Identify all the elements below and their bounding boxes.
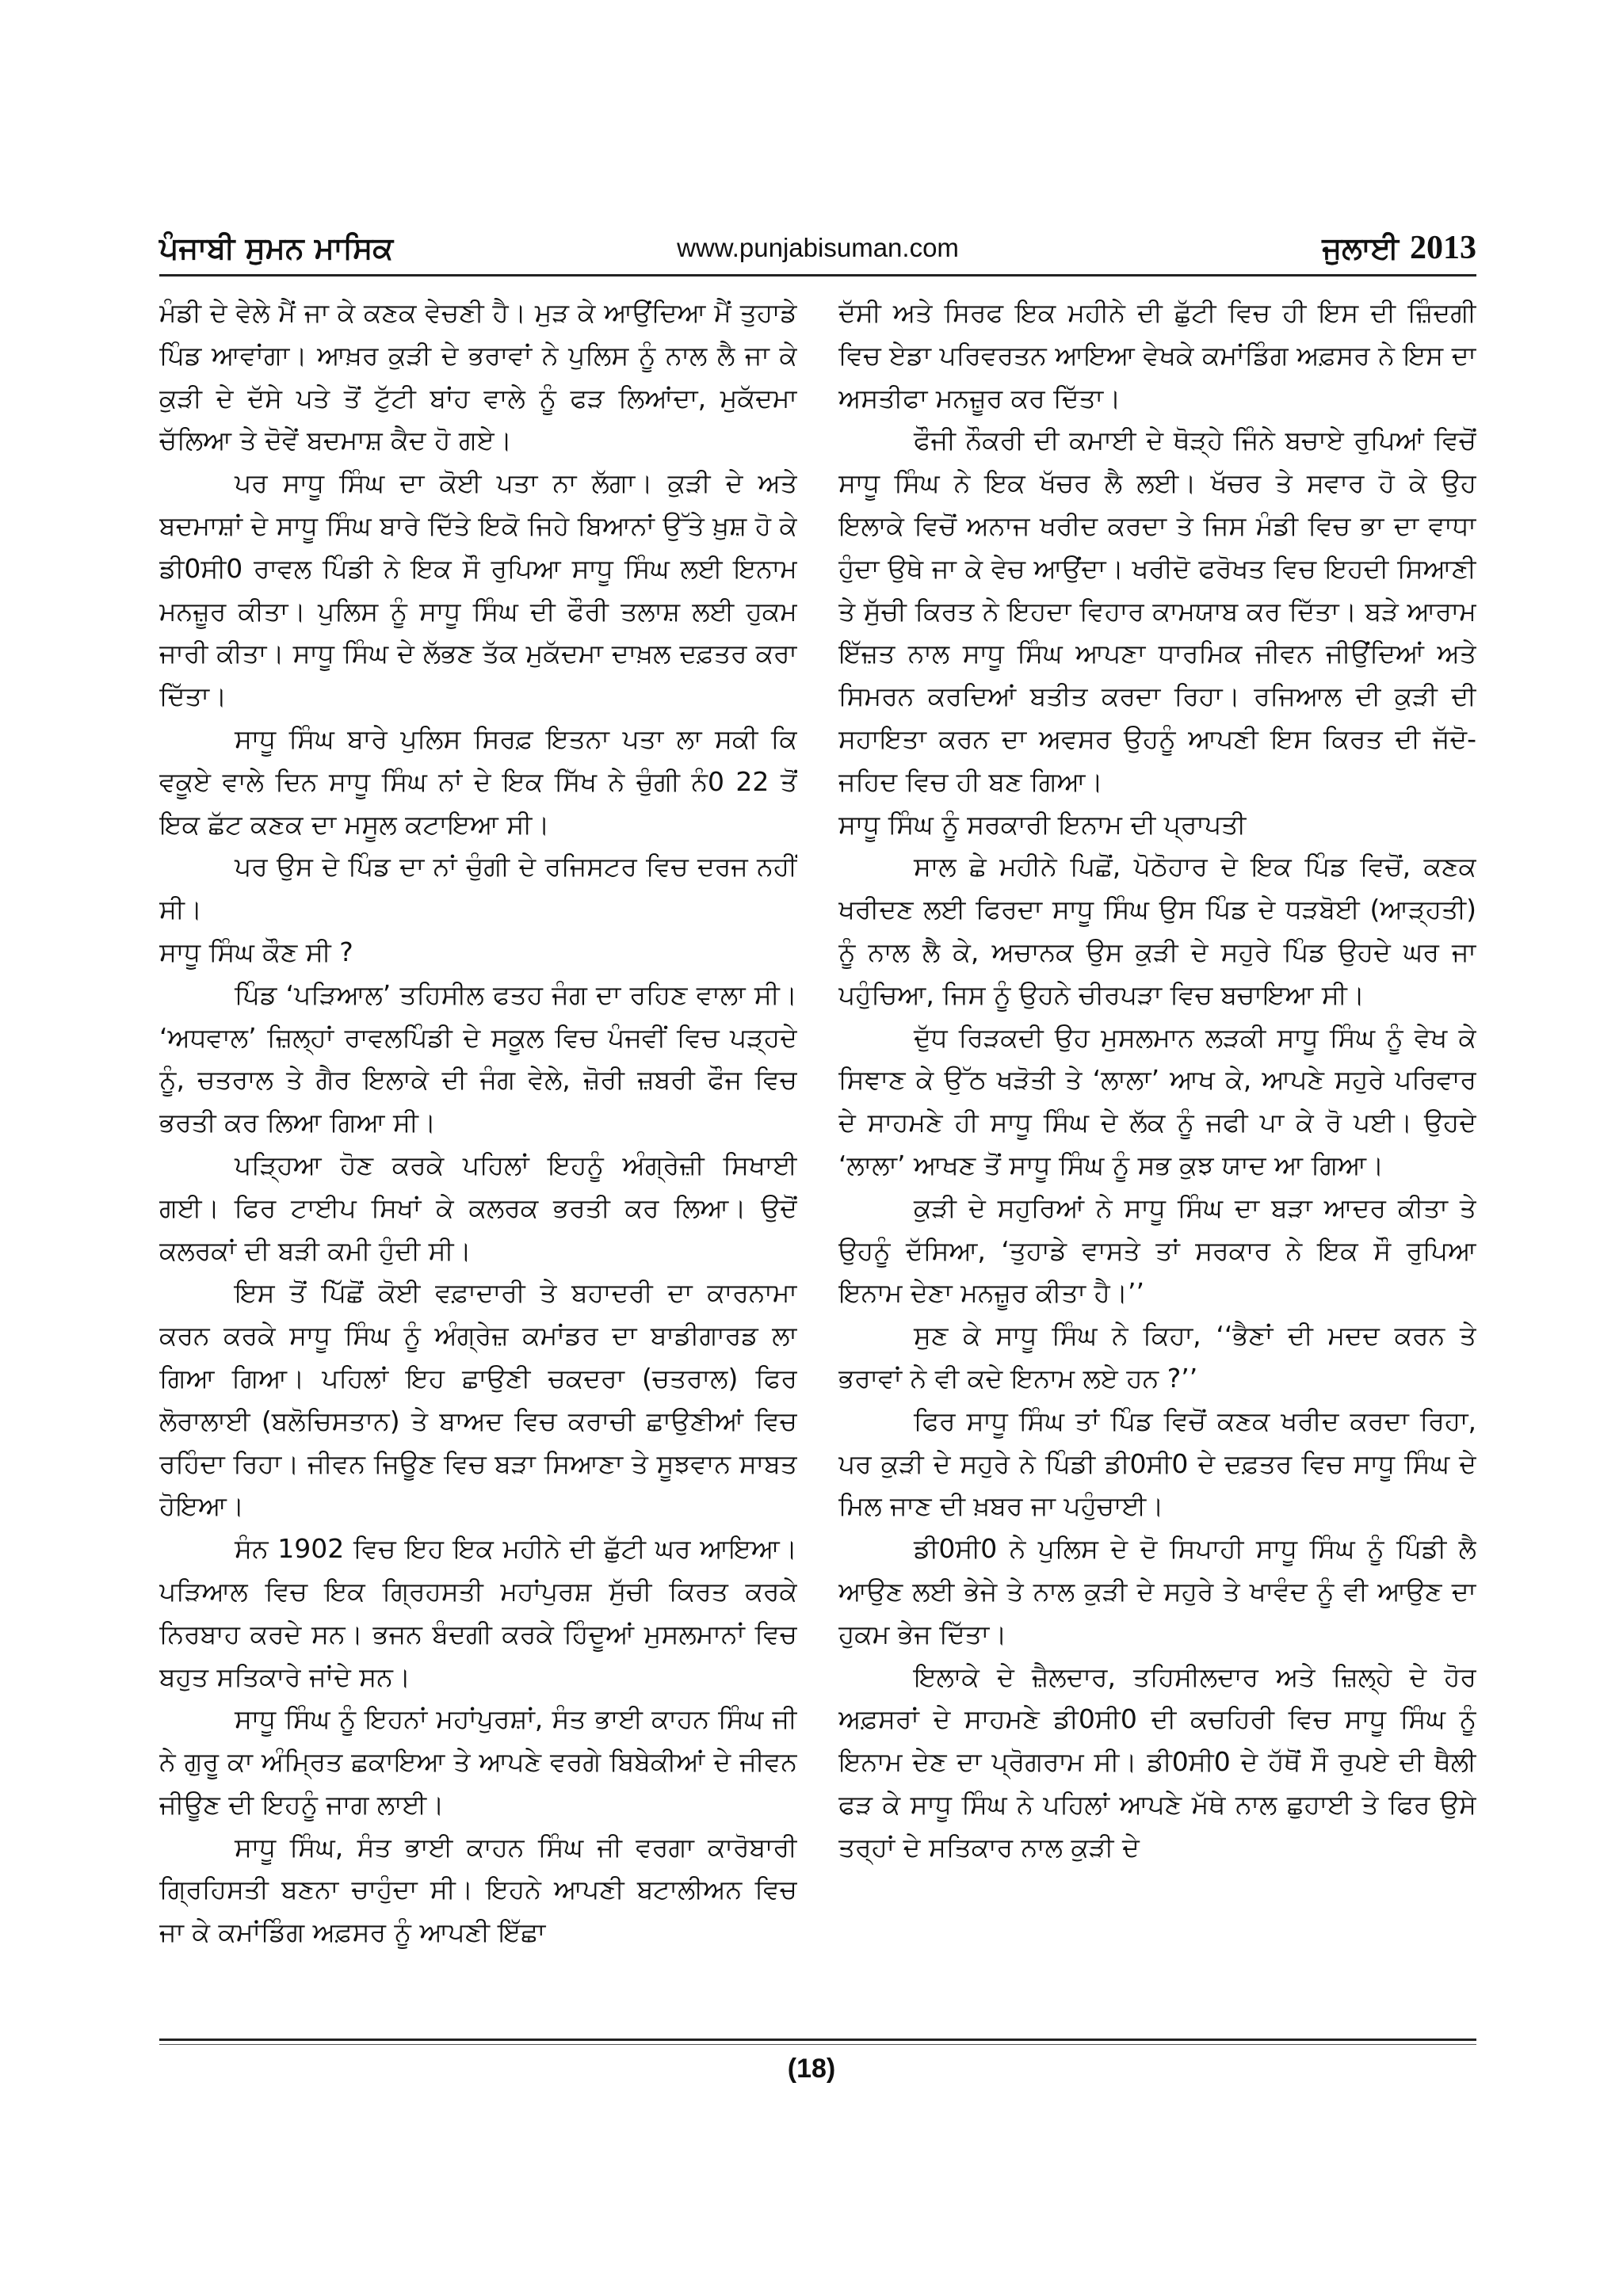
issue-date (1322, 227, 1476, 269)
magazine-title: ਪੰਜਾਬੀ ਸੁਮਨ ਮਾਸਿਕ (159, 231, 394, 265)
right-section-heading: ਸਾਧੂ ਸਿੰਘ ਨੂੰ ਸਰਕਾਰੀ ਇਨਾਮ ਦੀ ਪ੍ਰਾਪਤੀ (838, 808, 1247, 840)
right-paragraph: ਡੀ0ਸੀ0 ਨੇ ਪੁਲਿਸ ਦੇ ਦੋ ਸਿਪਾਹੀ ਸਾਧੂ ਸਿੰਘ ਨੂੰ ਪਿੰਡੀ ਲੈ ਆਉਣ ਲਈ ਭੇਜੇ ਤੇ ਨਾਲ ਕੁੜੀ ਦੇ ਸਹੁਰੇ ਤੇ ਖਾਵੰਦ ਨੂੰ ਵੀ ਆਉਣ ਦਾ ਹੁਕਮ ਭੇਜ ਦਿੱਤਾ। (838, 1533, 1476, 1650)
right-paragraph: ਸਾਲ ਛੇ ਮਹੀਨੇ ਪਿਛੋਂ, ਪੋਠੋਹਾਰ ਦੇ ਇਕ ਪਿੰਡ ਵਿਚੋਂ, ਕਣਕ ਖਰੀਦਣ ਲਈ ਫਿਰਦਾ ਸਾਧੂ ਸਿੰਘ ਉਸ ਪਿੰਡ ਦੇ ਧੜਬੋਈ (ਆੜ੍ਹਤੀ) ਨੂੰ ਨਾਲ ਲੈ ਕੇ, ਅਚਾਨਕ ਉਸ ਕੁੜੀ ਦੇ ਸਹੁਰੇ ਪਿੰਡ ਉਹਦੇ ਘਰ ਜਾ ਪਹੁੰਚਿਆ, ਜਿਸ ਨੂੰ ਉਹਨੇ ਚੀਰਪੜਾ ਵਿਚ ਬਚਾਇਆ ਸੀ। (838, 851, 1476, 1010)
right-paragraph: ਸੁਣ ਕੇ ਸਾਧੂ ਸਿੰਘ ਨੇ ਕਿਹਾ, ‘‘ਭੈਣਾਂ ਦੀ ਮਦਦ ਕਰਨ ਤੇ ਭਰਾਵਾਂ ਨੇ ਵੀ ਕਦੇ ਇਨਾਮ ਲਏ ਹਨ ?’’ (838, 1320, 1476, 1394)
left-paragraph: ਸਾਧੂ ਸਿੰਘ ਨੂੰ ਇਹਨਾਂ ਮਹਾਂਪੁਰਸ਼ਾਂ, ਸੰਤ ਭਾਈ ਕਾਹਨ ਸਿੰਘ ਜੀ ਨੇ ਗੁਰੂ ਕਾ ਅੰਮ੍ਰਿਤ ਛਕਾਇਆ ਤੇ ਆਪਣੇ ਵਰਗੇ ਬਿਬੇਕੀਆਂ ਦੇ ਜੀਵਨ ਜੀਊਣ ਦੀ ਇਹਨੂੰ ਜਾਗ ਲਾਈ। (159, 1703, 797, 1820)
left-paragraph: ਮੰਡੀ ਦੇ ਵੇਲੇ ਮੈਂ ਜਾ ਕੇ ਕਣਕ ਵੇਚਣੀ ਹੈ। ਮੁੜ ਕੇ ਆਉਂਦਿਆ ਮੈਂ ਤੁਹਾਡੇ ਪਿੰਡ ਆਵਾਂਗਾ। ਆਖ਼ਰ ਕੁੜੀ ਦੇ ਭਰਾਵਾਂ ਨੇ ਪੁਲਿਸ ਨੂੰ ਨਾਲ ਲੈ ਜਾ ਕੇ ਕੁੜੀ ਦੇ ਦੱਸੇ ਪਤੇ ਤੋਂ ਟੁੱਟੀ ਬਾਂਹ ਵਾਲੇ ਨੂੰ ਫੜ ਲਿਆਂਦਾ, ਮੁਕੱਦਮਾ ਚੱਲਿਆ ਤੇ ਦੋਵੇਂ ਬਦਮਾਸ਼ ਕੈਦ ਹੋ ਗਏ। (159, 297, 797, 456)
left-paragraph: ਸਾਧੂ ਸਿੰਘ ਬਾਰੇ ਪੁਲਿਸ ਸਿਰਫ਼ ਇਤਨਾ ਪਤਾ ਲਾ ਸਕੀ ਕਿ ਵਕੂਏ ਵਾਲੇ ਦਿਨ ਸਾਧੂ ਸਿੰਘ ਨਾਂ ਦੇ ਇਕ ਸਿੱਖ ਨੇ ਚੁੰਗੀ ਨੰ0 22 ਤੋਂ ਇਕ ਛੱਟ ਕਣਕ ਦਾ ਮਸੂਲ ਕਟਾਇਆ ਸੀ। (159, 723, 797, 840)
right-paragraph: ਦੁੱਧ ਰਿੜਕਦੀ ਉਹ ਮੁਸਲਮਾਨ ਲੜਕੀ ਸਾਧੂ ਸਿੰਘ ਨੂੰ ਵੇਖ ਕੇ ਸਿਞਾਣ ਕੇ ਉੱਠ ਖੜੋਤੀ ਤੇ ‘ਲਾਲਾ’ ਆਖ ਕੇ, ਆਪਣੇ ਸਹੁਰੇ ਪਰਿਵਾਰ ਦੇ ਸਾਹਮਣੇ ਹੀ ਸਾਧੂ ਸਿੰਘ ਦੇ ਲੱਕ ਨੂੰ ਜਫੀ ਪਾ ਕੇ ਰੋ ਪਈ। ਉਹਦੇ ‘ਲਾਲਾ’ ਆਖਣ ਤੋਂ ਸਾਧੂ ਸਿੰਘ ਨੂੰ ਸਭ ਕੁਝ ਯਾਦ ਆ ਗਿਆ। (838, 1021, 1476, 1180)
right-paragraph: ਦੱਸੀ ਅਤੇ ਸਿਰਫ ਇਕ ਮਹੀਨੇ ਦੀ ਛੁੱਟੀ ਵਿਚ ਹੀ ਇਸ ਦੀ ਜ਼ਿੰਦਗੀ ਵਿਚ ਏਡਾ ਪਰਿਵਰਤਨ ਆਇਆ ਵੇਖਕੇ ਕਮਾਂਡਿੰਗ ਅਫ਼ਸਰ ਨੇ ਇਸ ਦਾ ਅਸਤੀਫਾ ਮਨਜ਼ੂਰ ਕਰ ਦਿੱਤਾ। (838, 297, 1476, 414)
issue-month: ਜੁਲਾਈ (1322, 231, 1399, 265)
left-section-heading: ਸਾਧੂ ਸਿੰਘ ਕੌਣ ਸੀ ? (159, 936, 353, 967)
left-column (159, 292, 797, 2225)
footer-divider-thin (159, 2044, 1476, 2045)
left-paragraph: ਸੰਨ 1902 ਵਿਚ ਇਹ ਇਕ ਮਹੀਨੇ ਦੀ ਛੁੱਟੀ ਘਰ ਆਇਆ। ਪੜਿਆਲ ਵਿਚ ਇਕ ਗ੍ਰਿਹਸਤੀ ਮਹਾਂਪੁਰਸ਼ ਸੁੱਚੀ ਕਿਰਤ ਕਰਕੇ ਨਿਰਬਾਹ ਕਰਦੇ ਸਨ। ਭਜਨ ਬੰਦਗੀ ਕਰਕੇ ਹਿੰਦੂਆਂ ਮੁਸਲਮਾਨਾਂ ਵਿਚ ਬਹੁਤ ਸਤਿਕਾਰੇ ਜਾਂਦੇ ਸਨ। (159, 1533, 797, 1692)
left-paragraph: ਪਿੰਡ ‘ਪੜਿਆਲ’ ਤਹਿਸੀਲ ਫਤਹ ਜੰਗ ਦਾ ਰਹਿਣ ਵਾਲਾ ਸੀ। ‘ਅਧਵਾਲ’ ਜ਼ਿਲ੍ਹਾਂ ਰਾਵਲਪਿੰਡੀ ਦੇ ਸਕੂਲ ਵਿਚ ਪੰਜਵੀਂ ਵਿਚ ਪੜ੍ਹਦੇ ਨੂੰ, ਚਤਰਾਲ ਤੇ ਗੈਰ ਇਲਾਕੇ ਦੀ ਜੰਗ ਵੇਲੇ, ਜ਼ੋਰੀ ਜ਼ਬਰੀ ਫੌਜ ਵਿਚ ਭਰਤੀ ਕਰ ਲਿਆ ਗਿਆ ਸੀ। (159, 978, 797, 1138)
left-paragraph: ਪੜ੍ਹਿਆ ਹੋਣ ਕਰਕੇ ਪਹਿਲਾਂ ਇਹਨੂੰ ਅੰਗ੍ਰੇਜ਼ੀ ਸਿਖਾਈ ਗਈ। ਫਿਰ ਟਾਈਪ ਸਿਖਾਂ ਕੇ ਕਲਰਕ ਭਰਤੀ ਕਰ ਲਿਆ। ਉਦੋਂ ਕਲਰਕਾਂ ਦੀ ਬੜੀ ਕਮੀ ਹੁੰਦੀ ਸੀ। (159, 1149, 797, 1266)
left-paragraph: ਇਸ ਤੋਂ ਪਿੱਛੋਂ ਕੋਈ ਵਫ਼ਾਦਾਰੀ ਤੇ ਬਹਾਦਰੀ ਦਾ ਕਾਰਨਾਮਾ ਕਰਨ ਕਰਕੇ ਸਾਧੂ ਸਿੰਘ ਨੂੰ ਅੰਗ੍ਰੇਜ਼ ਕਮਾਂਡਰ ਦਾ ਬਾਡੀਗਾਰਡ ਲਾ ਗਿਆ ਗਿਆ। ਪਹਿਲਾਂ ਇਹ ਛਾਉਣੀ ਚਕਦਰਾ (ਚਤਰਾਲ) ਫਿਰ ਲੋਰਾਲਾਈ (ਬਲੋਚਿਸਤਾਨ) ਤੇ ਬਾਅਦ ਵਿਚ ਕਰਾਚੀ ਛਾਉਣੀਆਂ ਵਿਚ ਰਹਿੰਦਾ ਰਿਹਾ। ਜੀਵਨ ਜਿਊਣ ਵਿਚ ਬੜਾ ਸਿਆਣਾ ਤੇ ਸੂਝਵਾਨ ਸਾਬਤ ਹੋਇਆ। (159, 1277, 797, 1522)
right-column (838, 292, 1476, 2225)
right-paragraph: ਕੁੜੀ ਦੇ ਸਹੁਰਿਆਂ ਨੇ ਸਾਧੂ ਸਿੰਘ ਦਾ ਬੜਾ ਆਦਰ ਕੀਤਾ ਤੇ ਉਹਨੂੰ ਦੱਸਿਆ, ‘ਤੁਹਾਡੇ ਵਾਸਤੇ ਤਾਂ ਸਰਕਾਰ ਨੇ ਇਕ ਸੌ ਰੁਪਿਆ ਇਨਾਮ ਦੇਣਾ ਮਨਜ਼ੂਰ ਕੀਤਾ ਹੈ।’’ (838, 1192, 1476, 1309)
page-number: (18) (787, 2054, 836, 2084)
right-paragraph: ਫੌਜੀ ਨੌਕਰੀ ਦੀ ਕਮਾਈ ਦੇ ਥੋੜ੍ਹੇ ਜਿੰਨੇ ਬਚਾਏ ਰੁਪਿਆਂ ਵਿਚੋਂ ਸਾਧੂ ਸਿੰਘ ਨੇ ਇਕ ਖੱਚਰ ਲੈ ਲਈ। ਖੱਚਰ ਤੇ ਸਵਾਰ ਹੋ ਕੇ ਉਹ ਇਲਾਕੇ ਵਿਚੋਂ ਅਨਾਜ ਖਰੀਦ ਕਰਦਾ ਤੇ ਜਿਸ ਮੰਡੀ ਵਿਚ ਭਾ ਦਾ ਵਾਧਾ ਹੁੰਦਾ ਉਥੇ ਜਾ ਕੇ ਵੇਚ ਆਉਂਦਾ। ਖਰੀਦੋ ਫਰੋਖਤ ਵਿਚ ਇਹਦੀ ਸਿਆਣੀ ਤੇ ਸੁੱਚੀ ਕਿਰਤ ਨੇ ਇਹਦਾ ਵਿਹਾਰ ਕਾਮਯਾਬ ਕਰ ਦਿੱਤਾ। ਬੜੇ ਆਰਾਮ ਇੱਜ਼ਤ ਨਾਲ ਸਾਧੂ ਸਿੰਘ ਆਪਣਾ ਧਾਰਮਿਕ ਜੀਵਨ ਜੀਉਂਦਿਆਂ ਅਤੇ ਸਿਮਰਨ ਕਰਦਿਆਂ ਬਤੀਤ ਕਰਦਾ ਰਿਹਾ। ਰਜਿਆਲ ਦੀ ਕੁੜੀ ਦੀ ਸਹਾਇਤਾ ਕਰਨ ਦਾ ਅਵਸਰ ਉਹਨੂੰ ਆਪਣੀ ਇਸ ਕਿਰਤ ਦੀ ਜੱਦੋ-ਜਹਿਦ ਵਿਚ ਹੀ ਬਣ ਗਿਆ। (838, 425, 1476, 797)
issue-year: 2013 (1410, 230, 1476, 266)
header-divider (159, 274, 1476, 277)
footer-divider (159, 2039, 1476, 2041)
page-header (159, 227, 1476, 269)
right-paragraph: ਇਲਾਕੇ ਦੇ ਜ਼ੈਲਦਾਰ, ਤਹਿਸੀਲਦਾਰ ਅਤੇ ਜ਼ਿਲ੍ਹੇ ਦੇ ਹੋਰ ਅਫ਼ਸਰਾਂ ਦੇ ਸਾਹਮਣੇ ਡੀ0ਸੀ0 ਦੀ ਕਚਹਿਰੀ ਵਿਚ ਸਾਧੂ ਸਿੰਘ ਨੂੰ ਇਨਾਮ ਦੇਣ ਦਾ ਪ੍ਰੋਗਰਾਮ ਸੀ। ਡੀ0ਸੀ0 ਦੇ ਹੱਥੋਂ ਸੌ ਰੁਪਏ ਦੀ ਥੈਲੀ ਫੜ ਕੇ ਸਾਧੂ ਸਿੰਘ ਨੇ ਪਹਿਲਾਂ ਆਪਣੇ ਮੱਥੇ ਨਾਲ ਛੁਹਾਈ ਤੇ ਫਿਰ ਉਸੇ ਤਰ੍ਹਾਂ ਦੇ ਸਤਿਕਾਰ ਨਾਲ ਕੁੜੀ ਦੇ (838, 1661, 1476, 1863)
left-paragraph: ਪਰ ਸਾਧੂ ਸਿੰਘ ਦਾ ਕੋਈ ਪਤਾ ਨਾ ਲੱਗਾ। ਕੁੜੀ ਦੇ ਅਤੇ ਬਦਮਾਸ਼ਾਂ ਦੇ ਸਾਧੂ ਸਿੰਘ ਬਾਰੇ ਦਿੱਤੇ ਇਕੋ ਜਿਹੇ ਬਿਆਨਾਂ ਉੱਤੇ ਖ਼ੁਸ਼ ਹੋ ਕੇ ਡੀ0ਸੀ0 ਰਾਵਲ ਪਿੰਡੀ ਨੇ ਇਕ ਸੌ ਰੁਪਿਆ ਸਾਧੂ ਸਿੰਘ ਲਈ ਇਨਾਮ ਮਨਜ਼ੂਰ ਕੀਤਾ। ਪੁਲਿਸ ਨੂੰ ਸਾਧੂ ਸਿੰਘ ਦੀ ਫੌਰੀ ਤਲਾਸ਼ ਲਈ ਹੁਕਮ ਜਾਰੀ ਕੀਤਾ। ਸਾਧੂ ਸਿੰਘ ਦੇ ਲੱਭਣ ਤੱਕ ਮੁਕੱਦਮਾ ਦਾਖ਼ਲ ਦਫ਼ਤਰ ਕਰਾ ਦਿੱਤਾ। (159, 467, 797, 712)
left-paragraph: ਪਰ ਉਸ ਦੇ ਪਿੰਡ ਦਾ ਨਾਂ ਚੁੰਗੀ ਦੇ ਰਜਿਸਟਰ ਵਿਚ ਦਰਜ ਨਹੀਂ ਸੀ। (159, 851, 797, 925)
left-paragraph: ਸਾਧੂ ਸਿੰਘ, ਸੰਤ ਭਾਈ ਕਾਹਨ ਸਿੰਘ ਜੀ ਵਰਗਾ ਕਾਰੋਬਾਰੀ ਗ੍ਰਿਹਿਸਤੀ ਬਣਨਾ ਚਾਹੁੰਦਾ ਸੀ। ਇਹਨੇ ਆਪਣੀ ਬਟਾਲੀਅਨ ਵਿਚ ਜਾ ਕੇ ਕਮਾਂਡਿੰਗ ਅਫ਼ਸਰ ਨੂੰ ਆਪਣੀ ਇੱਛਾ (159, 1831, 797, 1948)
right-paragraph: ਫਿਰ ਸਾਧੂ ਸਿੰਘ ਤਾਂ ਪਿੰਡ ਵਿਚੋਂ ਕਣਕ ਖਰੀਦ ਕਰਦਾ ਰਿਹਾ, ਪਰ ਕੁੜੀ ਦੇ ਸਹੁਰੇ ਨੇ ਪਿੰਡੀ ਡੀ0ਸੀ0 ਦੇ ਦਫ਼ਤਰ ਵਿਚ ਸਾਧੂ ਸਿੰਘ ਦੇ ਮਿਲ ਜਾਣ ਦੀ ਖ਼ਬਰ ਜਾ ਪਹੁੰਚਾਈ। (838, 1405, 1476, 1522)
website-url: www.punjabisuman.com (677, 233, 959, 262)
